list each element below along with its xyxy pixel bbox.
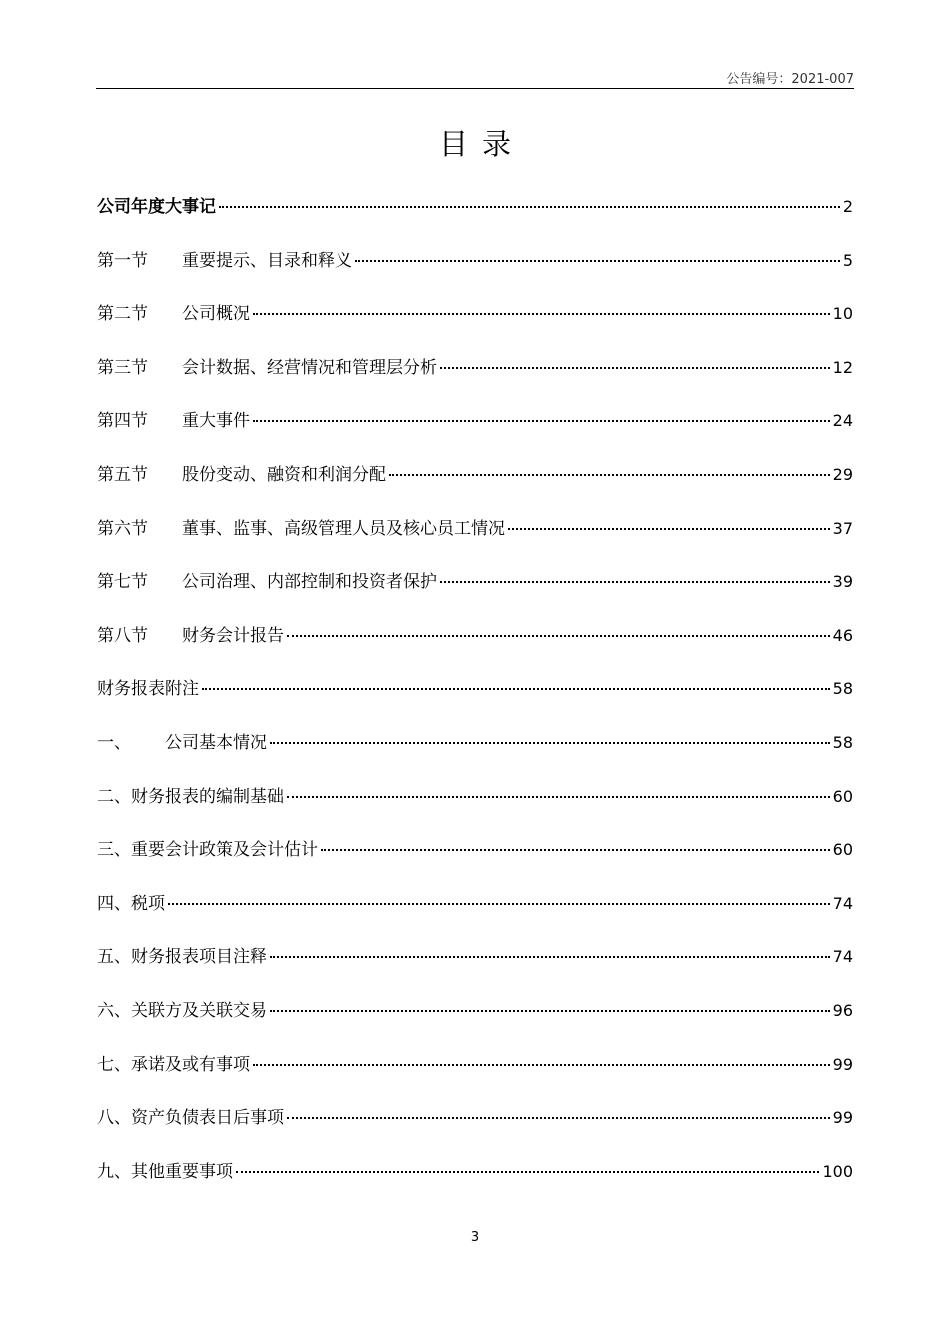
toc-dot-leader [440, 581, 830, 583]
toc-page-number: 74 [832, 893, 853, 913]
toc-entry[interactable] [97, 889, 853, 943]
toc-page-number: 96 [832, 1000, 853, 1020]
toc-section-number: 第六节 [97, 518, 148, 539]
toc-entry-text: 公司治理、内部控制和投资者保护 [182, 572, 437, 593]
toc-dot-leader [202, 688, 830, 690]
toc-entry-label [97, 406, 250, 431]
toc-entry[interactable] [97, 514, 853, 568]
toc-dot-leader [508, 528, 830, 530]
toc-entry-text: 二、财务报表的编制基础 [97, 786, 284, 807]
toc-entry-text: 公司概况 [182, 304, 250, 325]
toc-entry[interactable] [97, 782, 853, 836]
toc-entry[interactable] [97, 299, 853, 353]
toc-entry[interactable] [97, 192, 853, 246]
toc-section-number: 第三节 [97, 357, 148, 378]
toc-entry-text: 四、税项 [97, 893, 165, 914]
toc-page-number: 39 [832, 572, 853, 592]
announcement-number: 公告编号：2021-007 [726, 72, 854, 87]
toc-page-number: 24 [832, 411, 853, 431]
toc-entry-text: 九、其他重要事项 [97, 1161, 233, 1182]
header-divider [96, 88, 854, 89]
toc-dot-leader [236, 1171, 819, 1173]
page-title: 目录 [438, 127, 525, 161]
toc-entry[interactable] [97, 460, 853, 514]
toc-page-number: 60 [832, 786, 853, 806]
toc-dot-leader [168, 903, 830, 905]
toc-entry-label [97, 674, 199, 699]
toc-dot-leader [253, 420, 830, 422]
toc-dot-leader [253, 313, 830, 315]
toc-entry-text: 三、重要会计政策及会计估计 [97, 840, 318, 861]
table-of-contents [97, 192, 853, 1210]
toc-entry[interactable] [97, 1157, 853, 1211]
toc-entry-label [97, 460, 386, 485]
toc-entry-label [97, 728, 267, 753]
toc-page-number: 46 [832, 625, 853, 645]
toc-entry[interactable] [97, 996, 853, 1050]
toc-entry[interactable] [97, 1103, 853, 1157]
toc-entry-label [97, 942, 267, 967]
toc-entry-label [97, 996, 267, 1021]
toc-entry-prefix: 一、 [97, 732, 131, 753]
toc-page-number: 74 [832, 947, 853, 967]
toc-entry-text: 会计数据、经营情况和管理层分析 [182, 357, 437, 378]
toc-entry-text: 股份变动、融资和利润分配 [182, 464, 386, 485]
toc-entry[interactable] [97, 621, 853, 675]
toc-page-number: 2 [842, 197, 853, 216]
page-number: 3 [470, 1230, 480, 1245]
toc-entry-label [97, 514, 505, 539]
toc-entry[interactable] [97, 835, 853, 889]
toc-dot-leader [355, 260, 840, 262]
toc-entry-text: 公司年度大事记 [97, 197, 216, 217]
toc-dot-leader [270, 742, 830, 744]
toc-entry-label [97, 1157, 233, 1182]
toc-entry-label [97, 246, 352, 271]
toc-dot-leader [287, 635, 830, 637]
toc-entry-text: 八、资产负债表日后事项 [97, 1108, 284, 1129]
toc-dot-leader [253, 1064, 830, 1066]
toc-page-number: 37 [832, 518, 853, 538]
toc-entry-text: 董事、监事、高级管理人员及核心员工情况 [182, 518, 505, 539]
toc-entry-label [97, 353, 437, 378]
toc-entry[interactable] [97, 406, 853, 460]
toc-entry-label [97, 299, 250, 324]
toc-entry-label [97, 889, 165, 914]
toc-entry[interactable] [97, 942, 853, 996]
toc-section-number: 第一节 [97, 250, 148, 271]
toc-dot-leader [389, 474, 830, 476]
toc-entry-text: 五、财务报表项目注释 [97, 947, 267, 968]
toc-page-number: 29 [832, 464, 853, 484]
toc-dot-leader [440, 367, 830, 369]
toc-entry-label [97, 835, 318, 860]
toc-entry-label [97, 1050, 250, 1075]
toc-entry-label [97, 1103, 284, 1128]
toc-entry[interactable] [97, 1050, 853, 1104]
toc-entry-text: 六、关联方及关联交易 [97, 1000, 267, 1021]
toc-entry[interactable] [97, 728, 853, 782]
toc-page-number: 99 [832, 1108, 853, 1128]
toc-entry-text: 七、承诺及或有事项 [97, 1054, 250, 1075]
toc-dot-leader [270, 1010, 830, 1012]
toc-entry[interactable] [97, 353, 853, 407]
toc-section-number: 第五节 [97, 464, 148, 485]
toc-section-number: 第八节 [97, 625, 148, 646]
toc-dot-leader [321, 849, 830, 851]
toc-page-number: 5 [842, 250, 853, 270]
toc-entry[interactable] [97, 674, 853, 728]
toc-dot-leader [287, 796, 830, 798]
toc-entry[interactable] [97, 567, 853, 621]
toc-entry-label [97, 782, 284, 807]
toc-entry-text: 财务会计报告 [182, 625, 284, 646]
toc-entry-label [97, 567, 437, 592]
toc-page-number: 99 [832, 1054, 853, 1074]
toc-dot-leader [287, 1117, 830, 1119]
toc-dot-leader [219, 206, 840, 208]
toc-entry[interactable] [97, 246, 853, 300]
toc-entry-text: 财务报表附注 [97, 679, 199, 700]
toc-entry-text: 公司基本情况 [165, 732, 267, 753]
toc-entry-label [97, 192, 216, 217]
toc-page-number: 60 [832, 840, 853, 860]
toc-page-number: 10 [832, 304, 853, 324]
toc-page-number: 58 [832, 732, 853, 752]
toc-page-number: 12 [832, 357, 853, 377]
toc-entry-text: 重要提示、目录和释义 [182, 250, 352, 271]
toc-entry-text: 重大事件 [182, 411, 250, 432]
toc-section-number: 第二节 [97, 304, 148, 325]
toc-section-number: 第四节 [97, 411, 148, 432]
toc-page-number: 100 [822, 1161, 853, 1181]
toc-entry-label [97, 621, 284, 646]
toc-page-number: 58 [832, 679, 853, 699]
toc-dot-leader [270, 956, 830, 958]
toc-section-number: 第七节 [97, 572, 148, 593]
